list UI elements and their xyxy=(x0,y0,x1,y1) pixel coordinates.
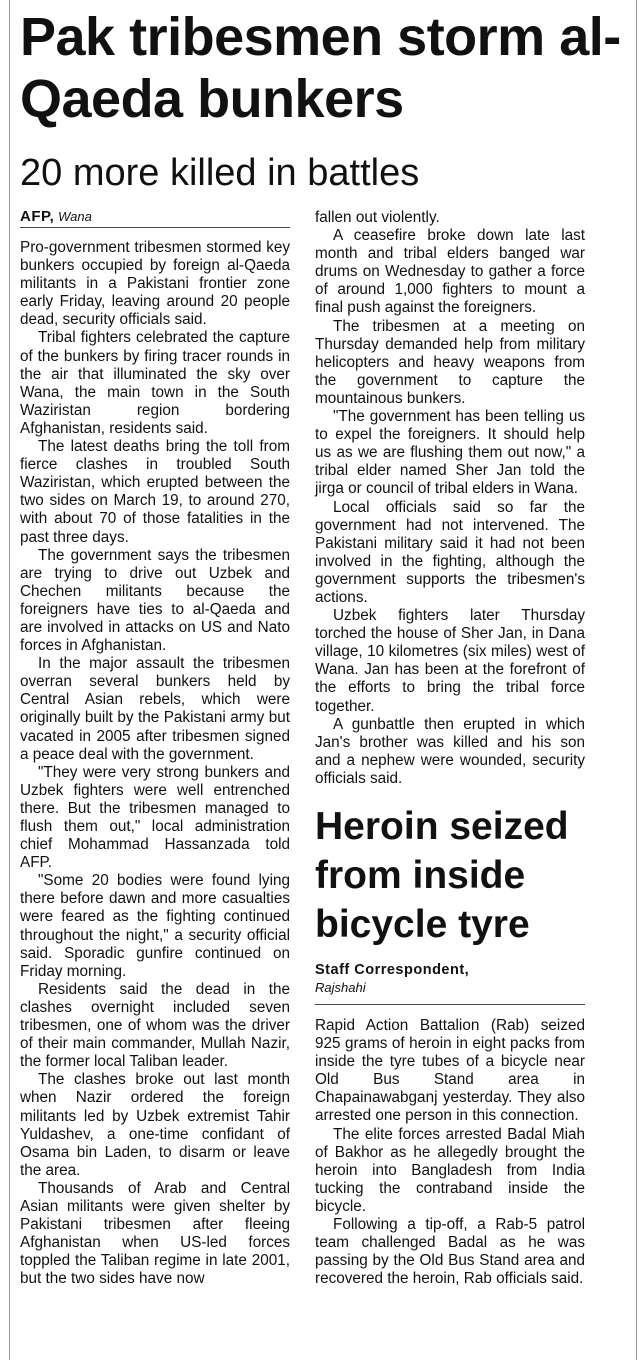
byline-divider xyxy=(315,1004,585,1005)
article-paragraph: In the major assault the tribesmen overran several bunkers held by Central Asian rebels, which were originally built by the Pakistani army but vacated in 2005 after tribesmen signed a peace deal with the government. xyxy=(20,655,290,763)
article-paragraph: Following a tip-off, a Rab-5 patrol team challenged Badal as he was passing by the Old Bus Stand area and recovered the heroin, Rab officials said. xyxy=(315,1216,585,1288)
article-paragraph: The tribesmen at a meeting on Thursday demanded help from military helicopters and heavy weapons from the government to capture the mountainous bunkers. xyxy=(315,317,585,407)
article-paragraph: The latest deaths bring the toll from fierce clashes in troubled South Waziristan, which erupted between the two sides on March 19, to around 270, with about 70 of those fatalities in the past three days. xyxy=(20,438,290,546)
byline-agency: Staff Correspondent, xyxy=(315,962,470,978)
story2-byline xyxy=(315,961,585,996)
story-headline: Pak tribesmen storm al-Qaeda bunkers xyxy=(20,7,621,129)
article-paragraph: "Some 20 bodies were found lying there before dawn and more casualties were feared as the fighting continued throughout the night," a security official said. Sporadic gunfire continued on Friday morning. xyxy=(20,872,290,980)
byline-place: Wana xyxy=(58,209,92,224)
article-paragraph: A ceasefire broke down late last month and tribal elders banged war drums on Wednesday to gather a force of around 1,000 fighters to mount a final push against the foreigners. xyxy=(315,227,585,317)
story-subheadline: 20 more killed in battles xyxy=(20,152,420,194)
article-paragraph: The elite forces arrested Badal Miah of Bakhor as he allegedly brought the heroin into Bangladesh from India tucking the contraband inside the bicycle. xyxy=(315,1125,585,1215)
article-column-right xyxy=(315,209,585,1288)
article-paragraph: Tribal fighters celebrated the capture of the bunkers by firing tracer rounds in the air that illuminated the sky over Wana, the main town in the South Waziristan region bordering Afghanistan, residents said. xyxy=(20,329,290,437)
article-paragraph: Local officials said so far the government had not intervened. The Pakistani military said it had not been involved in the fighting, although the government supports the tribesmen's actions. xyxy=(315,498,585,606)
page-edge-rule xyxy=(9,0,10,1360)
article-paragraph: "They were very strong bunkers and Uzbek fighters were well entrenched there. But the tribesmen managed to flush them out," local administration chief Mohammad Hassanzada told AFP. xyxy=(20,763,290,872)
article-paragraph: The clashes broke out last month when Nazir ordered the foreign militants led by Uzbek extremist Tahir Yuldashev, a one-time confidant of Osama bin Laden, to disarm or leave the area. xyxy=(20,1071,290,1179)
article-paragraph: Thousands of Arab and Central Asian militants were given shelter by Pakistani tribesmen after fleeing Afghanistan when US-led forces toppled the Taliban regime in late 2001, but the two sides have now xyxy=(20,1179,290,1288)
article-column-left xyxy=(20,207,290,1288)
story2-headline: Heroin seized from inside bicycle tyre xyxy=(315,805,569,946)
article-paragraph: Uzbek fighters later Thursday torched the house of Sher Jan, in Dana village, 10 kilometres (six miles) west of Wana. Jan has been at the forefront of the efforts to bring the tribal force together. xyxy=(315,607,585,715)
article-paragraph: "The government has been telling us to expel the foreigners. It should help us as we are flushing them out now," a tribal elder named Sher Jan told the jirga or council of tribal elders in Wana. xyxy=(315,408,585,498)
article-paragraph: The government says the tribesmen are trying to drive out Uzbek and Chechen militants because the foreigners have ties to al-Qaeda and are involved in attacks on US and Nato forces in Afghanistan. xyxy=(20,546,290,655)
page-edge-rule xyxy=(636,0,637,1360)
article-paragraph: fallen out violently. xyxy=(315,209,440,226)
byline xyxy=(20,207,290,228)
article-paragraph: Rapid Action Battalion (Rab) seized 925 grams of heroin in eight packs from inside the tyre tubes of a bicycle near Old Bus Stand area in Chapainawabganj yesterday. They also arrested one person in this connection. xyxy=(315,1017,585,1125)
byline-place: Rajshahi xyxy=(315,980,366,995)
article-paragraph: Residents said the dead in the clashes overnight included seven tribesmen, one of whom was the driver of their main commander, Mullah Nazir, the former local Taliban leader. xyxy=(20,980,290,1071)
article-paragraph: A gunbattle then erupted in which Jan's brother was killed and his son and a nephew were wounded, security officials said. xyxy=(315,715,585,787)
article-paragraph: Pro-government tribesmen stormed key bunkers occupied by foreign al-Qaeda militants in a Pakistani frontier zone early Friday, leaving around 20 people dead, security officials said. xyxy=(20,239,290,329)
byline-agency: AFP, xyxy=(20,208,55,225)
